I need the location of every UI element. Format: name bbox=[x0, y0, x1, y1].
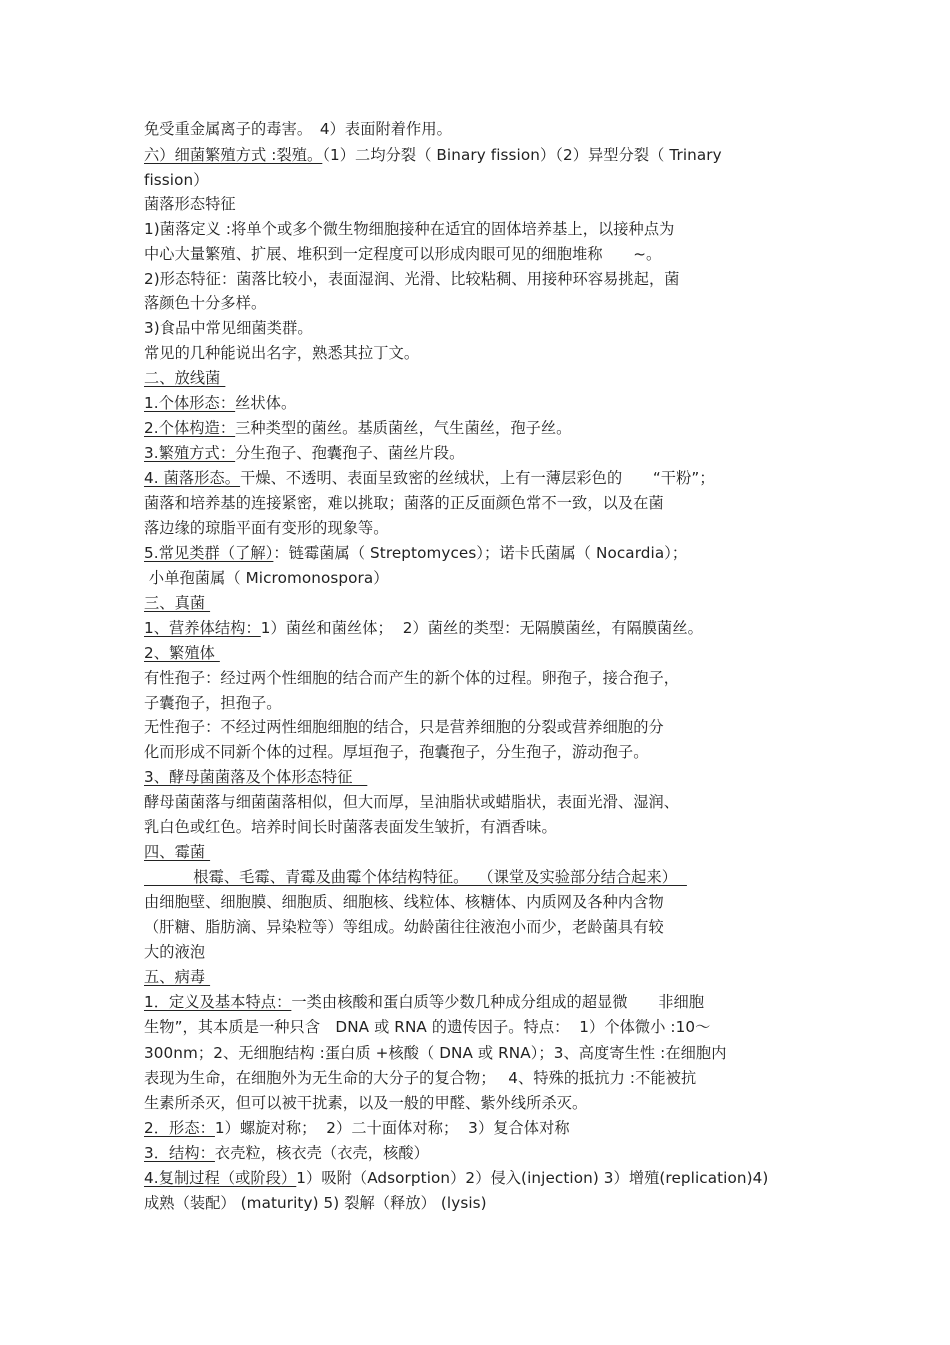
text-line bbox=[144, 468, 715, 488]
heading-run: 三、真菌 bbox=[144, 594, 211, 612]
text-run: 乳白色或红色。培养时间长时菌落表面发生皱折，有酒香味。 bbox=[144, 818, 557, 836]
text-line bbox=[144, 170, 209, 190]
text-line bbox=[144, 543, 687, 563]
text-line bbox=[144, 892, 664, 912]
text-run: 生物”，其本质是一种只含 DNA 或 RNA 的遗传因子。特点： 1）个体微小 :10～ bbox=[144, 1018, 711, 1036]
heading-run: 四、霉菌 bbox=[144, 843, 211, 861]
text-run: 2)形态特征：菌落比较小，表面湿润、光滑、比较粘稠、用接种环容易挑起，菌 bbox=[144, 270, 680, 288]
section-heading bbox=[144, 145, 722, 165]
text-run: 分生孢子、孢囊孢子、菌丝片段。 bbox=[235, 444, 465, 462]
heading-run: 1.个体形态： bbox=[144, 394, 236, 412]
subsection-heading bbox=[144, 767, 367, 787]
text-run: 300nm；2、无细胞结构 :蛋白质 +核酸（ DNA 或 RNA）；3、高度寄生性 :在细胞内 bbox=[144, 1044, 727, 1062]
text-line bbox=[144, 318, 313, 338]
heading-run: 3、酵母菌菌落及个体形态特征 bbox=[144, 768, 368, 786]
heading-run: 2、繁殖体 bbox=[144, 644, 220, 662]
text-line bbox=[144, 269, 680, 289]
section-heading bbox=[144, 593, 210, 613]
text-line bbox=[144, 1043, 726, 1063]
text-run: 菌落形态特征 bbox=[144, 195, 236, 213]
text-run: fission） bbox=[144, 171, 209, 189]
text-line bbox=[144, 1093, 587, 1113]
text-run: 中心大量繁殖、扩展、堆积到一定程度可以形成肉眼可见的细胞堆称 ~。 bbox=[144, 245, 662, 263]
text-run: 成熟（装配） (maturity) 5) 裂解（释放） (lysis) bbox=[144, 1194, 487, 1212]
heading-run: 4.复制过程（或阶段） bbox=[144, 1169, 297, 1187]
text-run: 落边缘的琼脂平面有变形的现象等。 bbox=[144, 519, 389, 537]
text-run: 衣壳粒，核衣壳（衣壳，核酸） bbox=[214, 1144, 429, 1162]
subsection-heading bbox=[144, 643, 220, 663]
text-line bbox=[144, 343, 419, 363]
text-line bbox=[144, 917, 664, 937]
text-run: 酵母菌菌落与细菌菌落相似，但大而厚，呈油脂状或蜡脂状，表面光滑、湿润、 bbox=[144, 793, 680, 811]
text-line bbox=[144, 1068, 696, 1088]
heading-run: 五、病毒 bbox=[144, 968, 211, 986]
text-line bbox=[144, 518, 389, 538]
text-run: 免受重金属离子的毒害。 4）表面附着作用。 bbox=[144, 120, 452, 138]
text-run: 三种类型的菌丝。基质菌丝，气生菌丝，孢子丝。 bbox=[235, 419, 572, 437]
text-line bbox=[144, 1143, 429, 1163]
text-line bbox=[144, 119, 452, 139]
text-run: 菌落和培养基的连接紧密，难以挑取；菌落的正反面颜色常不一致，以及在菌 bbox=[144, 494, 664, 512]
text-line bbox=[144, 942, 205, 962]
text-line bbox=[144, 1168, 768, 1188]
text-line bbox=[144, 992, 704, 1012]
text-line bbox=[144, 568, 389, 588]
text-line bbox=[144, 742, 649, 762]
text-run: 一类由核酸和蛋白质等少数几种成分组成的超显微 非细胞 bbox=[291, 993, 705, 1011]
subsection-heading bbox=[144, 194, 236, 214]
heading-run: 根霉、毛霉、青霉及曲霉个体结构特征。 （课堂及实验部分结合起来） bbox=[144, 868, 687, 886]
heading-run: 1、营养体结构： bbox=[144, 619, 261, 637]
text-run: 丝状体。 bbox=[235, 394, 297, 412]
text-run: 表现为生命，在细胞外为无生命的大分子的复合物； 4、特殊的抵抗力 :不能被抗 bbox=[144, 1069, 697, 1087]
text-run: 1）菌丝和菌丝体； 2）菌丝的类型：无隔膜菌丝，有隔膜菌丝。 bbox=[260, 619, 703, 637]
text-line bbox=[144, 219, 674, 239]
text-line bbox=[144, 618, 703, 638]
heading-run: 3．结构： bbox=[144, 1144, 215, 1162]
text-run: ：链霉菌属（ Streptomyces）；诺卡氏菌属（ Nocardia）； bbox=[273, 544, 688, 562]
text-line bbox=[144, 393, 296, 413]
heading-run: 2．形态： bbox=[144, 1119, 215, 1137]
text-run: 3)食品中常见细菌类群。 bbox=[144, 319, 313, 337]
text-run: 落颜色十分多样。 bbox=[144, 294, 267, 312]
text-run: （肝糖、脂肪滴、异染粒等）等组成。幼龄菌往往液泡小而少，老龄菌具有较 bbox=[144, 918, 664, 936]
text-line bbox=[144, 1193, 487, 1213]
text-line bbox=[144, 668, 679, 688]
text-run: 生素所杀灭，但可以被干扰素，以及一般的甲醛、紫外线所杀灭。 bbox=[144, 1094, 588, 1112]
section-heading bbox=[144, 967, 210, 987]
section-heading bbox=[144, 842, 210, 862]
text-line bbox=[144, 693, 282, 713]
text-line bbox=[144, 1017, 710, 1037]
heading-run: 3.繁殖方式： bbox=[144, 444, 236, 462]
text-run: 小单孢菌属（ Micromonospora） bbox=[144, 569, 389, 587]
heading-run: 5.常见类群（了解） bbox=[144, 544, 274, 562]
text-run: 1）吸附（Adsorption）2）侵入(injection) 3）增殖(replication)4) bbox=[296, 1169, 769, 1187]
text-run: 由细胞壁、细胞膜、细胞质、细胞核、线粒体、核糖体、内质网及各种内含物 bbox=[144, 893, 664, 911]
text-run: 1）螺旋对称； 2）二十面体对称； 3）复合体对称 bbox=[214, 1119, 570, 1137]
heading-run: 4. 菌落形态。 bbox=[144, 469, 241, 487]
text-line bbox=[144, 817, 557, 837]
text-line bbox=[144, 1118, 570, 1138]
heading-run: 2.个体构造： bbox=[144, 419, 236, 437]
text-run: 干燥、不透明、表面呈致密的丝绒状，上有一薄层彩色的 “干粉”； bbox=[240, 469, 715, 487]
text-run: 常见的几种能说出名字，熟悉其拉丁文。 bbox=[144, 344, 420, 362]
text-run: 无性孢子：不经过两性细胞细胞的结合，只是营养细胞的分裂或营养细胞的分 bbox=[144, 718, 664, 736]
text-line bbox=[144, 418, 571, 438]
heading-run: 二、放线菌 bbox=[144, 369, 226, 387]
text-line bbox=[144, 717, 664, 737]
heading-run: 1．定义及基本特点： bbox=[144, 993, 292, 1011]
text-run: 1)菌落定义 :将单个或多个微生物细胞接种在适宜的固体培养基上，以接种点为 bbox=[144, 220, 675, 238]
text-run: 子囊孢子，担孢子。 bbox=[144, 694, 282, 712]
subsection-heading bbox=[144, 867, 687, 887]
text-run: 有性孢子：经过两个性细胞的结合而产生的新个体的过程。卵孢子，接合孢子， bbox=[144, 669, 680, 687]
text-line bbox=[144, 493, 664, 513]
text-run: 化而形成不同新个体的过程。厚垣孢子，孢囊孢子，分生孢子，游动孢子。 bbox=[144, 743, 649, 761]
heading-run: 六）细菌繁殖方式 :裂殖。 bbox=[144, 146, 323, 164]
text-line bbox=[144, 792, 679, 812]
text-run: （1）二均分裂（ Binary fission）（2）异型分裂（ Trinary bbox=[322, 146, 722, 164]
text-line bbox=[144, 443, 464, 463]
text-run: 大的液泡 bbox=[144, 943, 206, 961]
text-line bbox=[144, 293, 266, 313]
text-line bbox=[144, 244, 661, 264]
section-heading bbox=[144, 368, 225, 388]
